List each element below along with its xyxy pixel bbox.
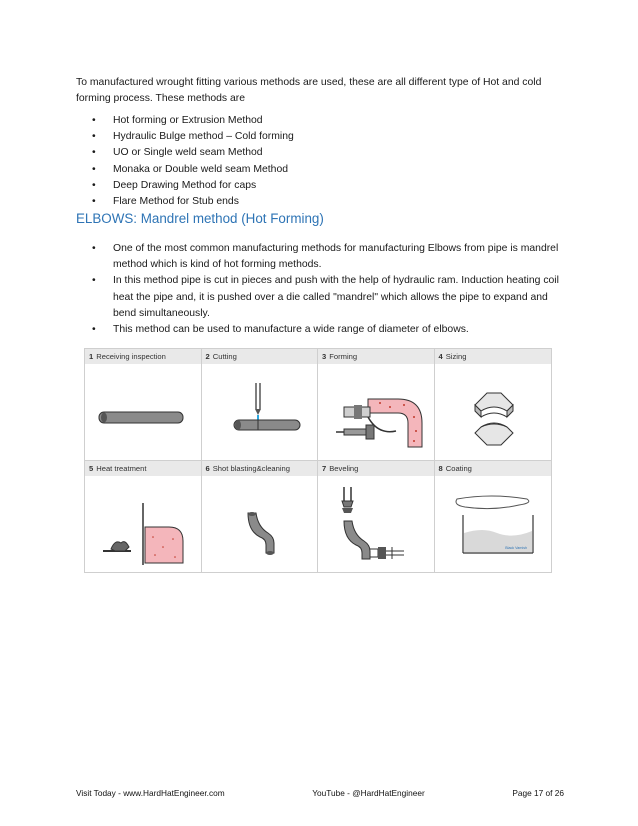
list-item: • Monaka or Double weld seam Method: [76, 162, 556, 178]
step-number: 2: [205, 352, 210, 361]
step-label: Beveling: [329, 463, 359, 473]
coating-tank-label: Black Varnish: [504, 545, 527, 550]
process-step-beveling: [318, 461, 435, 573]
bullet: •: [92, 196, 96, 208]
section-heading: ELBOWS: Mandrel method (Hot Forming): [76, 211, 324, 226]
footer-website: Visit Today - www.HardHatEngineer.com: [76, 788, 225, 798]
pipe-icon: [85, 365, 201, 460]
list-item: • Hydraulic Bulge method – Cold forming: [76, 129, 556, 145]
process-step-cutting: [202, 349, 319, 461]
process-step-sizing: [435, 349, 552, 461]
sizing-icon: [435, 365, 551, 460]
bullet: •: [92, 179, 96, 191]
bullet: •: [92, 275, 96, 287]
process-diagram: [84, 348, 552, 573]
list-item: • This method can be used to manufacture a wide range of diameter of elbows.: [76, 322, 560, 338]
process-step-shot-blasting: [202, 461, 319, 573]
process-step-receiving-inspection: [85, 349, 202, 461]
bullet: •: [92, 324, 96, 336]
bullet: •: [92, 243, 96, 254]
list-item: • UO or Single weld seam Method: [76, 145, 556, 161]
coating-icon: [435, 477, 551, 572]
process-step-coating: [435, 461, 552, 573]
bullet: •: [92, 147, 96, 159]
step-label: Forming: [329, 352, 358, 361]
footer-page-number: Page 17 of 26: [512, 788, 564, 798]
step-label: Heat treatment: [96, 463, 147, 473]
step-number: 6: [205, 463, 210, 473]
forming-icon: [318, 365, 434, 460]
step-number: 5: [89, 463, 94, 473]
methods-list: [76, 113, 556, 210]
step-label: Shot blasting&cleaning: [212, 463, 290, 473]
list-item: • Deep Drawing Method for caps: [76, 178, 556, 194]
step-label: Receiving inspection: [96, 352, 166, 361]
furnace-icon: [85, 477, 201, 572]
step-number: 3: [322, 352, 327, 361]
bullet: •: [92, 131, 96, 143]
list-item: • In this method pipe is cut in pieces and push with the help of hydraulic ram. Induction heating coil heat the pipe and, it is pushed over a die called "mandrel" which allows the pipe to expand and bend simultaneously.: [92, 275, 559, 319]
step-number: 4: [438, 352, 443, 361]
list-item: • Flare Method for Stub ends: [76, 194, 556, 210]
bullet: •: [92, 163, 96, 175]
cutting-icon: [202, 365, 318, 460]
list-item: • One of the most common manufacturing methods for manufacturing Elbows from pipe is mandrel method which is kind of hot forming methods.: [92, 243, 559, 271]
step-number: 8: [438, 463, 443, 473]
elbow-points-list: [76, 241, 560, 338]
process-step-heat-treatment: [85, 461, 202, 573]
step-label: Coating: [445, 463, 472, 473]
step-number: 1: [89, 352, 94, 361]
process-step-forming: [318, 349, 435, 461]
footer-youtube: YouTube - @HardHatEngineer: [312, 788, 425, 798]
step-label: Sizing: [445, 352, 467, 361]
step-label: Cutting: [212, 352, 237, 361]
step-number: 7: [322, 463, 327, 473]
beveling-icon: [318, 477, 434, 572]
bullet: •: [92, 115, 96, 126]
elbow-icon: [202, 477, 318, 572]
page-footer: [76, 788, 564, 798]
intro-paragraph: To manufactured wrought fitting various methods are used, these are all different type of Hot and cold forming process. These methods are: [76, 77, 542, 104]
list-item: • Hot forming or Extrusion Method: [76, 113, 556, 129]
